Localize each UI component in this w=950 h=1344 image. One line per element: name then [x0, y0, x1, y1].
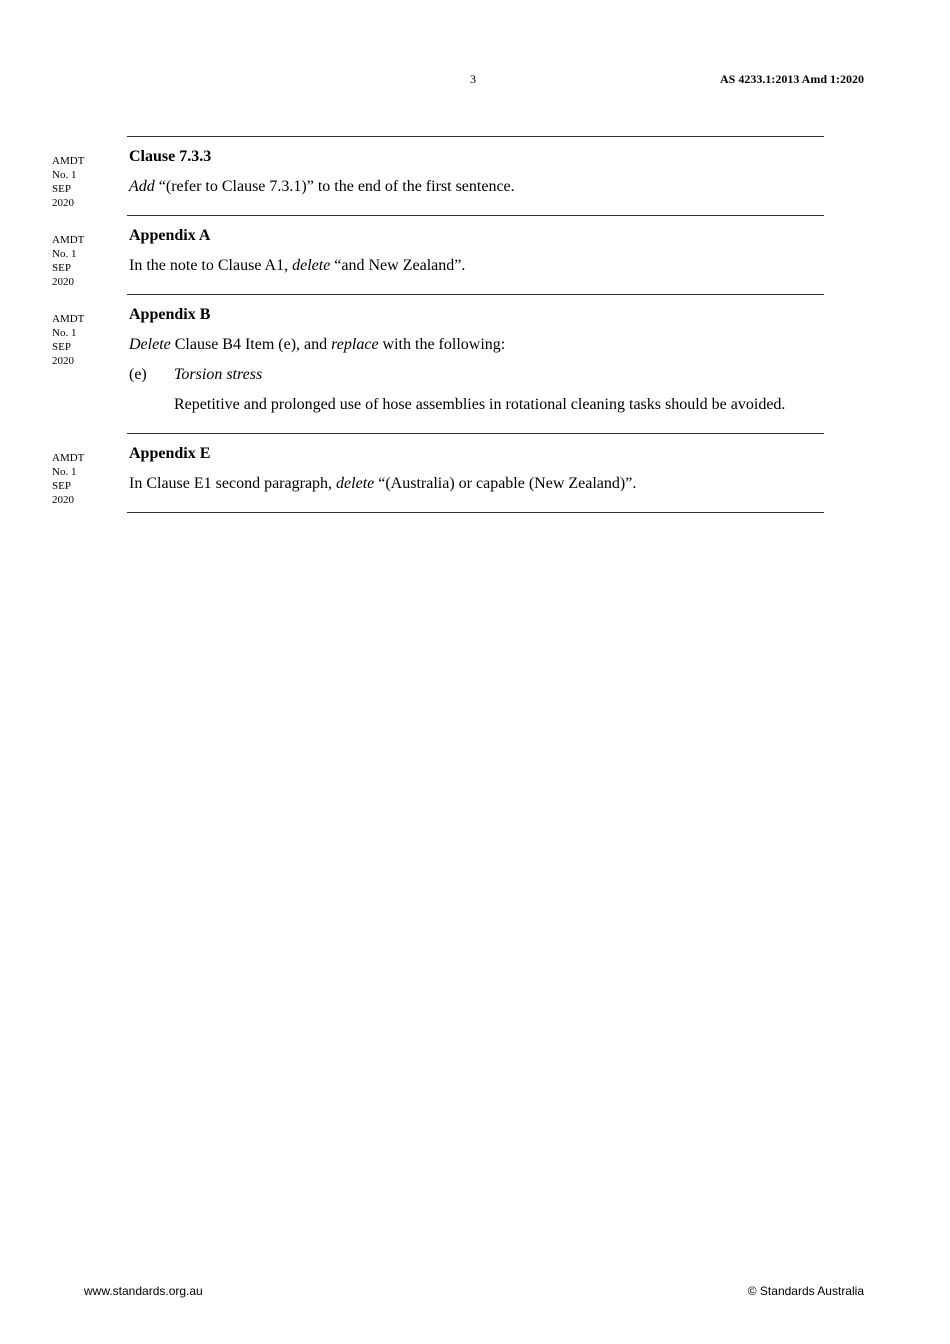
margin-note-line: No. 1 [52, 327, 77, 339]
amendment-margin-note [52, 312, 112, 368]
amendment-instruction [127, 246, 824, 294]
margin-note-line: SEP [52, 183, 71, 195]
margin-note-line: 2020 [52, 494, 74, 506]
section-heading: Appendix E [129, 445, 211, 462]
section-heading: Clause 7.3.3 [129, 148, 212, 165]
margin-note-line: No. 1 [52, 466, 77, 478]
instruction-text: Clause B4 Item (e), and [170, 336, 332, 353]
item-title: Torsion stress [174, 366, 263, 383]
margin-note-line: SEP [52, 480, 71, 492]
instruction-text: “(Australia) or capable (New Zealand)”. [374, 475, 637, 492]
margin-note-line: No. 1 [52, 248, 77, 260]
amendment-margin-note [52, 233, 112, 289]
margin-note-line: 2020 [52, 276, 74, 288]
item-text: Repetitive and prolonged use of hose assemblies in rotational cleaning tasks should be avoided. [174, 396, 786, 413]
margin-note-line: SEP [52, 341, 71, 353]
action-word: Add [129, 178, 155, 195]
amendment-margin-note [52, 451, 112, 507]
instruction-text: “(refer to Clause 7.3.1)” to the end of the first sentence. [154, 178, 515, 195]
margin-note-line: 2020 [52, 355, 74, 367]
margin-note-line: AMDT [52, 155, 85, 167]
instruction-text: In Clause E1 second paragraph, [129, 475, 337, 492]
footer-copyright: © Standards Australia [747, 1284, 864, 1298]
margin-note-line: SEP [52, 262, 71, 274]
amendment-appendix-b [52, 294, 824, 433]
amendment-appendix-a [52, 215, 824, 294]
amendment-clause-7-3-3 [52, 136, 824, 215]
section-heading: Appendix B [129, 306, 211, 323]
document-identifier: AS 4233.1:2013 Amd 1:2020 [719, 72, 864, 86]
amendment-instruction [127, 464, 824, 512]
footer-website: www.standards.org.au [84, 1284, 203, 1298]
margin-note-line: AMDT [52, 234, 85, 246]
amendment-body [0, 136, 950, 513]
page-number: 3 [470, 72, 476, 86]
instruction-text: with the following: [378, 336, 506, 353]
amendment-appendix-e [52, 433, 824, 513]
amendment-margin-note [52, 154, 112, 210]
amendment-instruction [127, 325, 824, 355]
item-label: (e) [129, 366, 147, 383]
margin-note-line: AMDT [52, 313, 85, 325]
action-word: Delete [129, 336, 171, 353]
margin-note-line: AMDT [52, 452, 85, 464]
instruction-text: “and New Zealand”. [330, 257, 466, 274]
section-heading: Appendix A [129, 227, 211, 244]
amendment-instruction [127, 167, 824, 215]
instruction-text: In the note to Clause A1, [129, 257, 293, 274]
margin-note-line: No. 1 [52, 169, 77, 181]
action-word: delete [336, 475, 375, 492]
action-word: replace [331, 336, 379, 353]
margin-note-line: 2020 [52, 197, 74, 209]
list-item [127, 355, 824, 385]
action-word: delete [292, 257, 331, 274]
